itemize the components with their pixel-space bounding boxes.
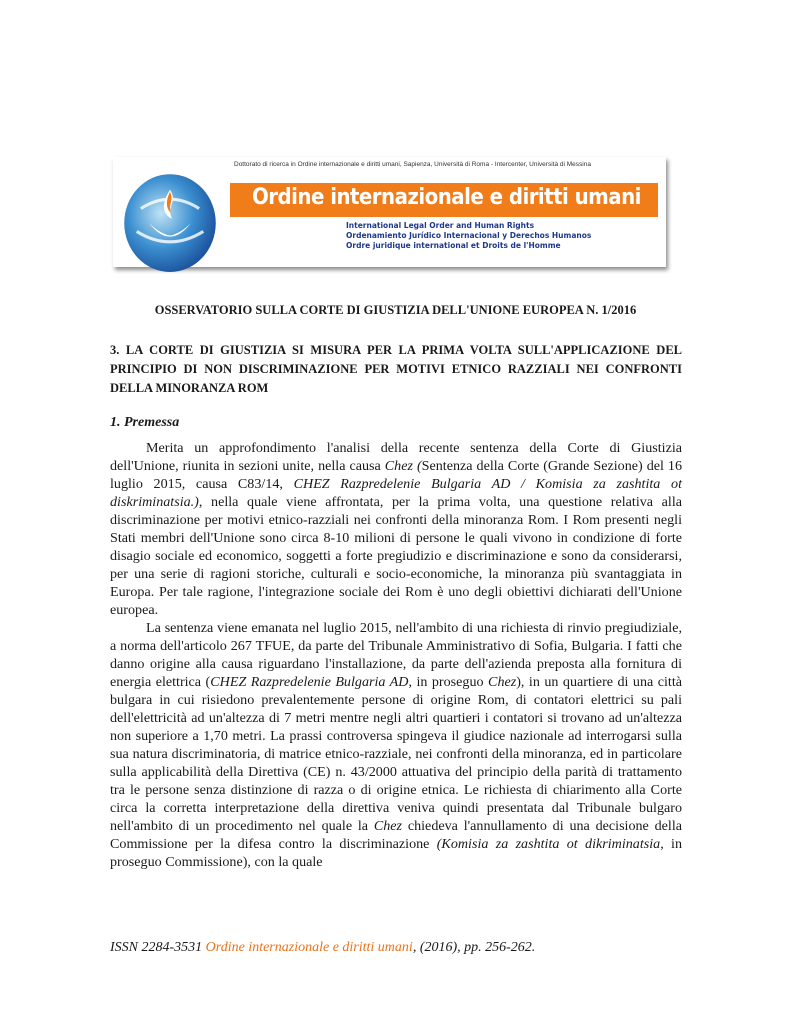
banner-subtitles xyxy=(346,221,591,251)
subtitle-fr: Ordre juridique international et Droits de l'Homme xyxy=(346,241,561,250)
text-run: , in proseguo xyxy=(408,674,489,690)
flame-globe-logo-icon xyxy=(118,169,222,273)
subheading: 1. Premessa xyxy=(110,415,180,430)
italic-run: CHEZ Razpredelenie Bulgaria AD xyxy=(210,674,409,690)
subtitle-en: International Legal Order and Human Rights xyxy=(346,221,535,230)
italic-run: CHEZ Razpredelenie Bulgaria AD / Komisia za zashtita ot diskriminatsia.) xyxy=(110,476,682,510)
banner-top-line: Dottorato di ricerca in Ordine internazionale e diritti umani, Sapienza, Università di Roma - Intercenter, Università di Messina xyxy=(234,161,591,168)
text-run: Merita un approfondimento l'analisi della recente sentenza della Corte di Giustizia dell'Unione, riunita in sezioni unite, nella causa xyxy=(110,440,682,474)
italic-run: Chez xyxy=(373,818,403,834)
paragraph-2 xyxy=(110,619,682,871)
article-body xyxy=(110,439,682,871)
text-run: La sentenza viene emanata nel luglio 2015, nell'ambito di una richiesta di rinvio pregiudiziale, a norma dell'articolo 267 TFUE, da parte del Tribunale Amministrativo di Sofia, Bulgaria. I fatti che danno origine alla causa riguardano l'installazione, da parte dell'azienda preposta alla fornitura di energia elettrica ( xyxy=(110,620,682,690)
italic-run: Chez ( xyxy=(384,458,422,474)
text-run: Sentenza della Corte (Grande Sezione) del 16 luglio 2015, causa C83/14, xyxy=(110,458,683,492)
section-title: 3. LA CORTE DI GIUSTIZIA SI MISURA PER LA PRIMA VOLTA SULL'APPLICAZIONE DEL PRINCIPIO DI NON DISCRIMINAZIONE PER MOTIVI ETNICO RAZZIALI NEI CONFRONTI DELLA MINORANZA ROM xyxy=(110,343,682,395)
subtitle-es: Ordenamiento Jurídico Internacional y Derechos Humanos xyxy=(346,231,592,240)
text-run: chiedeva l'annullamento di una decisione della Commissione per la difesa contro la discriminazione xyxy=(110,818,682,852)
observatory-title: OSSERVATORIO SULLA CORTE DI GIUSTIZIA DELL'UNIONE EUROPEA N. 1/2016 xyxy=(154,303,637,317)
footer-issn: ISSN 2284-3531 xyxy=(110,940,206,955)
italic-run: Chez xyxy=(488,674,517,690)
text-run: ), in un quartiere di una città bulgara in cui risiedono prevalentemente persone di origine Rom, di contatori elettrici su pali dell'elettricità ad un'altezza di 7 metri mentre negli altri quartieri i contatori si trovano ad un'altezza non superiore a 1,70 metri. La prassi controversa spingeva il giudice nazionale ad interrogarsi sulla sua natura discriminatoria, di matrice etnico-razziale, nei confronti della minoranza, ed in particolare sulla applicabilità della Direttiva (CE) n. 43/2000 attuativa del principio della parità di trattamento tra le persone senza distinzione di razza o di origine etnica. Le richiesta di chiarimento alla Corte circa la corretta interpretazione della direttiva veniva quindi presentata dal Tribunale bulgaro nell'ambito di un procedimento nel quale la xyxy=(110,674,683,834)
italic-run: (Komisia za zashtita ot dikriminatsia xyxy=(436,836,661,852)
journal-title: Ordine internazionale e diritti umani xyxy=(252,185,641,210)
footer-journal: Ordine internazionale e diritti umani xyxy=(205,940,413,955)
paragraph-1 xyxy=(110,439,682,619)
text-run: , in proseguo Commissione), con la quale xyxy=(110,836,683,870)
journal-title-bar xyxy=(230,183,658,217)
text-run: , nella quale viene affrontata, per la prima volta, una questione relativa alla discriminazione per motivi etnico-razziali nei confronti della minoranza Rom. I Rom presenti negli Stati membri dell'Unione sono circa 8-10 milioni di persone le quali vivono in condizione di forte disagio sociale ed economico, soggetti a forte pregiudizio e discriminazione e sono da considerarsi, per una serie di ragioni storiche, culturali e socio-economiche, la minoranza più svantaggiata in Europa. Per tale ragione, l'integrazione sociale dei Rom è uno degli obiettivi dichiarati dell'Unione europea. xyxy=(110,494,682,618)
page-footer xyxy=(110,940,535,956)
footer-citation: , (2016), pp. 256-262. xyxy=(412,940,536,955)
journal-banner xyxy=(113,157,666,267)
